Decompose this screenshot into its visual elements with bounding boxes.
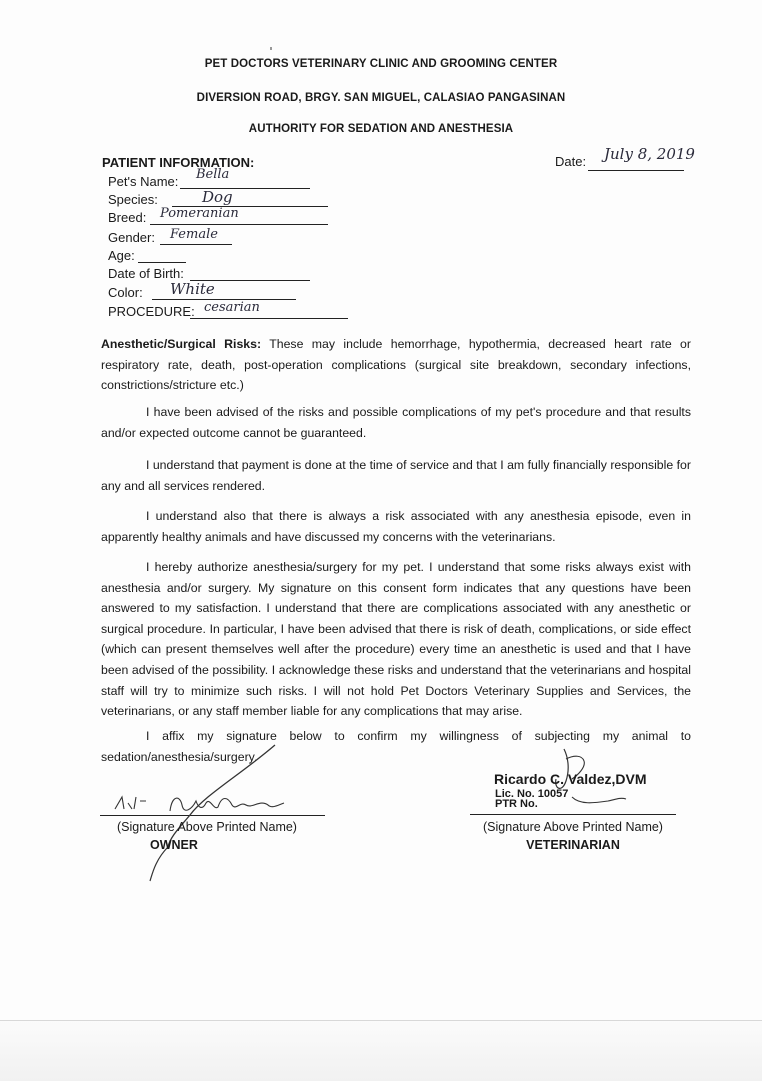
dob-label: Date of Birth:	[108, 266, 184, 281]
patient-info-heading: PATIENT INFORMATION:	[102, 155, 255, 170]
risks-text: These may include hemorrhage, hypothermia, decreased heart rate or respiratory rate, death, post-operation complications (surgical site breakdown, secondary infections, constrictions/stricture etc.)	[101, 337, 691, 393]
paragraph-advised: I have been advised of the risks and possible complications of my pet's procedure and that results and/or expected outcome cannot be guaranteed.	[101, 405, 691, 440]
gender-line	[160, 244, 232, 245]
scan-mark	[270, 47, 272, 50]
breed-line	[150, 224, 328, 225]
date-line	[588, 170, 684, 171]
species-label: Species:	[108, 192, 158, 207]
species-value: Dog	[202, 188, 233, 206]
color-value: White	[170, 280, 215, 298]
form-title: AUTHORITY FOR SEDATION AND ANESTHESIA	[248, 123, 514, 135]
age-line	[138, 262, 186, 263]
gender-value: Female	[170, 227, 218, 242]
breed-value: Pomeranian	[160, 206, 239, 221]
paragraph-risk: I understand also that there is always a risk associated with any anesthesia episode, even in apparently healthy animals and have discussed my concerns with the veterinarians.	[101, 509, 691, 544]
vet-printed-name: Ricardo C. Valdez,DVM	[494, 771, 647, 787]
breed-label: Breed:	[108, 210, 147, 225]
paragraph-affix: I affix my signature below to confirm my willingness of subjecting my animal to sedation/anesthesia/surgery.	[101, 729, 691, 764]
paragraph-authorize: I hereby authorize anesthesia/surgery for my pet. I understand that some risks always exist with anesthesia and/or surgery. My signature on this consent form indicates that any questions have been answered to my satisfaction. I understand that there are complications associated with any anesthetic or surgical procedure. In particular, I have been advised that there is risk of death, complications, or side effect (which can present themselves well after the procedure) every time an anesthetic is used and that I have been advised of the possibility. I acknowledge these risks and understand that the veterinarians and hospital staff will try to minimize such risks. I will not hold Pet Doctors Veterinary Supplies and Services, the veterinarians, or any staff member liable for any complications that may arise.	[101, 560, 691, 719]
date-label: Date:	[555, 154, 587, 169]
owner-signature-caption: (Signature Above Printed Name)	[117, 820, 297, 834]
color-label: Color:	[108, 285, 143, 300]
pet-name-line	[180, 188, 310, 189]
vet-signature-line	[470, 814, 676, 815]
paragraph-payment: I understand that payment is done at the time of service and that I am fully financially responsible for any and all services rendered.	[101, 458, 691, 493]
date-value: July 8, 2019	[604, 145, 695, 163]
owner-signature-image	[110, 735, 310, 885]
clinic-name: PET DOCTORS VETERINARY CLINIC AND GROOMING CENTER	[204, 58, 558, 70]
pet-name-label: Pet's Name:	[108, 174, 179, 189]
vet-ptr: PTR No.	[495, 798, 538, 810]
vet-role-label: VETERINARIAN	[526, 838, 620, 852]
vet-signature-caption: (Signature Above Printed Name)	[483, 820, 663, 834]
scan-bottom-edge	[0, 1020, 762, 1081]
gender-label: Gender:	[108, 230, 155, 245]
vet-license: Lic. No. 10057	[495, 788, 569, 800]
risks-paragraph	[101, 334, 691, 396]
age-label: Age:	[108, 248, 135, 263]
procedure-value: cesarian	[204, 300, 260, 315]
pet-name-value: Bella	[196, 167, 230, 182]
owner-role-label: OWNER	[150, 838, 198, 852]
risks-heading: Anesthetic/Surgical Risks:	[101, 337, 262, 351]
clinic-address: DIVERSION ROAD, BRGY. SAN MIGUEL, CALASIAO PANGASINAN	[196, 92, 566, 104]
procedure-line	[190, 318, 348, 319]
procedure-label: PROCEDURE:	[108, 304, 195, 319]
